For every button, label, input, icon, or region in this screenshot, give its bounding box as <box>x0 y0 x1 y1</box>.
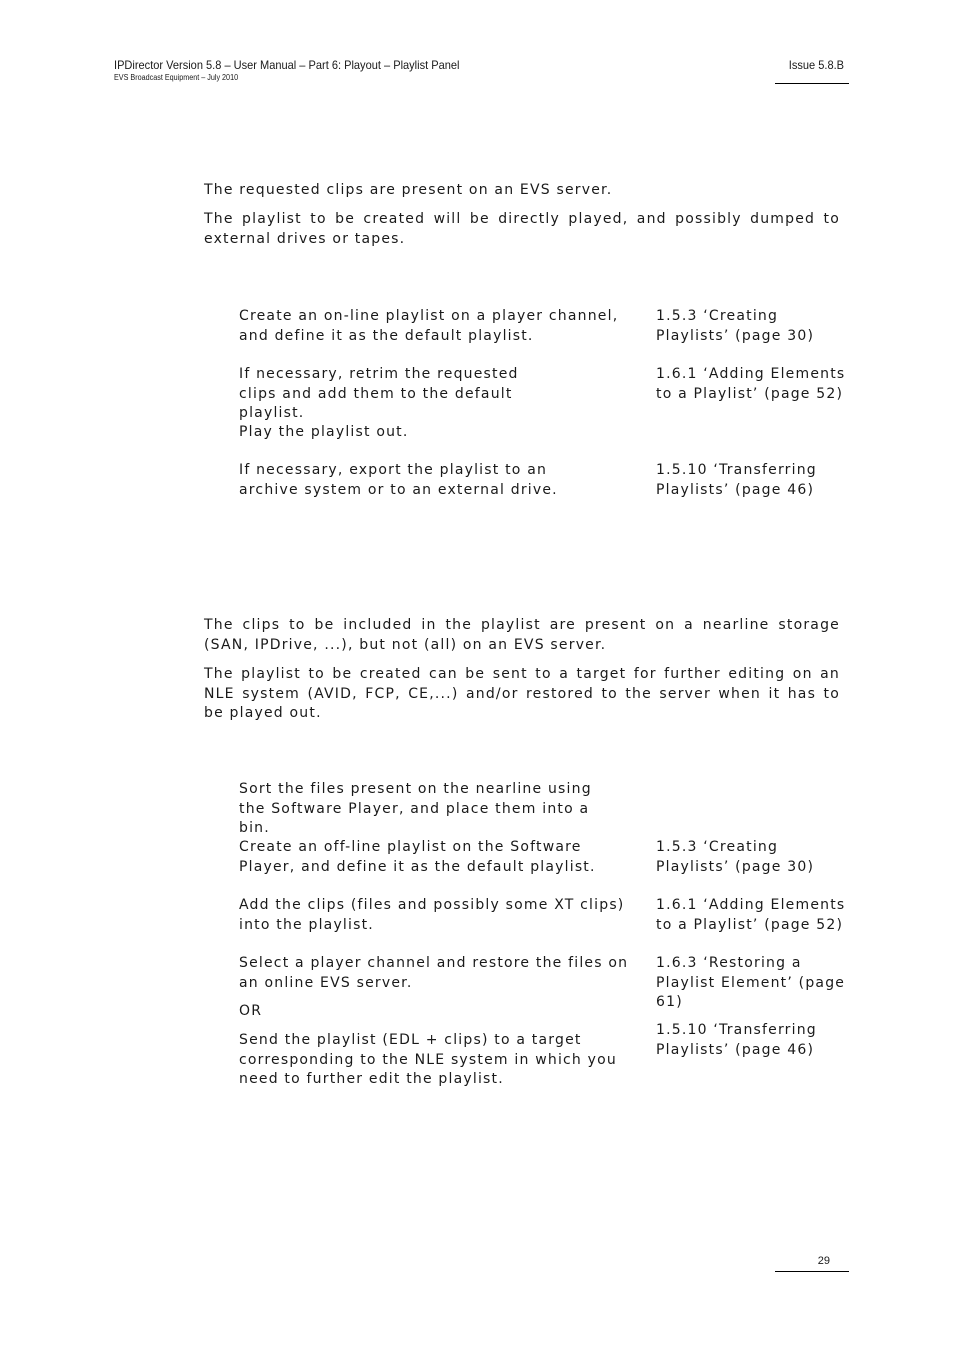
section2-step2-text: Create an off-line playlist on the Software Player, and define it as the default playlist. <box>239 839 596 875</box>
section2-para2: The playlist to be created can be sent to a target for further editing on an NLE system (AVID, FCP, CE,...) and/or restored to the server when it has to be played out. <box>204 666 840 721</box>
section2-para1: The clips to be included in the playlist are present on a nearline storage (SAN, IPDrive, ...), but not (all) on an EVS server. <box>204 617 840 653</box>
section1-step4-text: If necessary, export the playlist to an archive system or to an external drive. <box>239 462 558 498</box>
section1-step2-ref: 1.6.1 ‘Adding Elements to a Playlist’ (page 52) <box>656 366 846 402</box>
section2-step3-text: Add the clips (files and possibly some XT clips) into the playlist. <box>239 897 625 933</box>
section1-step2-text: If necessary, retrim the requested clips and add them to the default playlist. <box>239 366 519 421</box>
section1-step3-text: Play the playlist out. <box>239 424 409 440</box>
section2-or: OR <box>239 1003 263 1019</box>
section1-step4-ref: 1.5.10 ‘Transferring Playlists’ (page 46) <box>656 462 817 498</box>
section2-step1-text: Sort the files present on the nearline using the Software Player, and place them into a bin. <box>239 781 592 836</box>
header-subtitle: EVS Broadcast Equipment – July 2010 <box>114 73 239 82</box>
footer-rule <box>775 1271 849 1272</box>
header-rule <box>775 83 849 84</box>
section1-para1: The requested clips are present on an EVS server. <box>204 182 613 198</box>
section2-step4-ref: 1.6.3 ‘Restoring a Playlist Element’ (page 61) <box>656 955 846 1010</box>
section1-step1-text: Create an on-line playlist on a player channel, and define it as the default playlist. <box>239 308 619 344</box>
section1-para2: The playlist to be created will be directly played, and possibly dumped to external drives or tapes. <box>204 211 840 247</box>
header-title: IPDirector Version 5.8 – User Manual – Part 6: Playout – Playlist Panel <box>114 58 460 72</box>
section1-step1-ref: 1.5.3 ‘Creating Playlists’ (page 30) <box>656 308 815 344</box>
section2-step3-ref: 1.6.1 ‘Adding Elements to a Playlist’ (page 52) <box>656 897 846 933</box>
section2-step2-ref: 1.5.3 ‘Creating Playlists’ (page 30) <box>656 839 815 875</box>
header-issue: Issue 5.8.B <box>788 58 844 72</box>
section2-step5-text: Send the playlist (EDL + clips) to a target corresponding to the NLE system in which you need to further edit the playlist. <box>239 1032 617 1087</box>
page-number: 29 <box>817 1255 830 1267</box>
section2-step4-text: Select a player channel and restore the files on an online EVS server. <box>239 955 629 991</box>
section2-step5-ref: 1.5.10 ‘Transferring Playlists’ (page 46) <box>656 1022 817 1058</box>
